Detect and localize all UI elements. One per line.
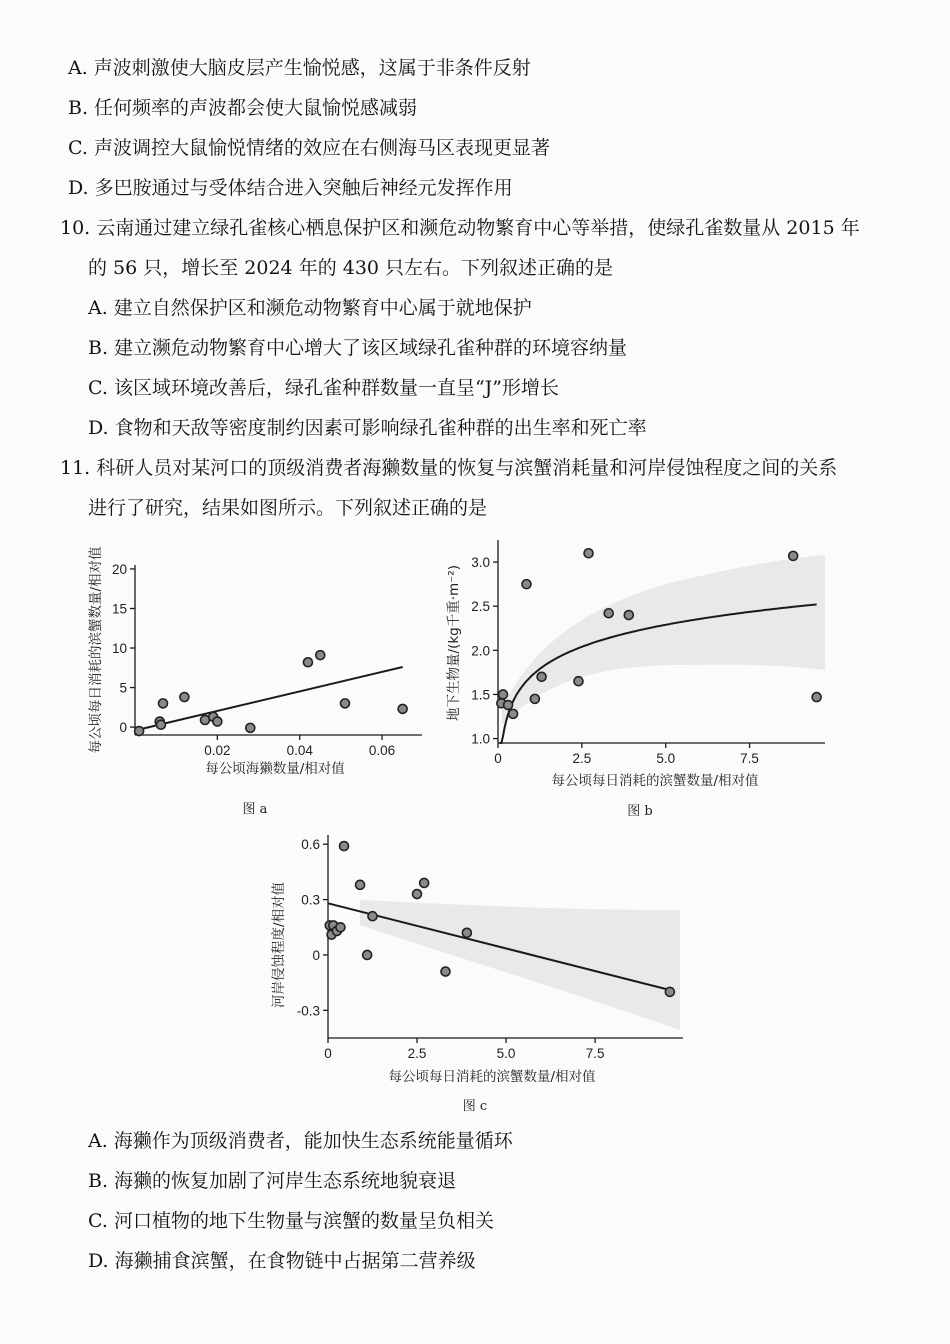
- figure-c-y-label: 河岸侵蚀程度/相对值: [271, 881, 287, 1009]
- figure-b-data-point: [499, 690, 508, 699]
- figure-b-data-point: [537, 672, 546, 681]
- figure-b-data-point: [530, 694, 539, 703]
- figure-b-data-point: [789, 551, 798, 560]
- figure-c-data-point: [368, 912, 377, 921]
- figure-b-y-tick-label: 2.5: [471, 599, 490, 615]
- figure-b-x-tick-label: 2.5: [572, 751, 592, 766]
- q9-option-d: D. 多巴胺通过与受体结合进入突触后神经元发挥作用: [68, 177, 513, 199]
- figure-b-data-point: [509, 709, 518, 718]
- figure-a-caption: 图 a: [242, 802, 268, 817]
- figure-a-y-label: 每公顷每日消耗的滨蟹数量/相对值: [88, 546, 104, 754]
- q10-option-a: A. 建立自然保护区和濒危动物繁育中心属于就地保护: [88, 297, 532, 319]
- figure-a-data-point: [213, 717, 222, 726]
- figure-b-data-point: [522, 580, 531, 589]
- figure-a-x-label: 每公顷海獭数量/相对值: [205, 761, 345, 777]
- figure-c-chart: [265, 830, 690, 1120]
- figure-c-x-tick-label: 2.5: [407, 1046, 427, 1061]
- figure-a-data-point: [246, 723, 255, 732]
- figure-c-data-point: [363, 950, 372, 959]
- q9-option-b: B. 任何频率的声波都会使大鼠愉悦感减弱: [68, 97, 418, 119]
- figure-c-data-point: [441, 967, 450, 976]
- figure-c-data-point: [462, 928, 471, 937]
- figure-a-data-point: [180, 693, 189, 702]
- figure-c-confidence-band: [360, 900, 680, 1030]
- figure-a-data-point: [159, 699, 168, 708]
- figure-b-y-label: 地下生物量/(kg千重·m⁻²): [446, 565, 462, 721]
- figure-c-x-tick-label: 7.5: [585, 1046, 605, 1061]
- figure-c-y-tick-label: 0.6: [301, 837, 320, 853]
- figure-a-data-point: [303, 658, 312, 667]
- q11-option-a: A. 海獭作为顶级消费者，能加快生态系统能量循环: [88, 1130, 513, 1152]
- figure-b-chart: [440, 535, 840, 830]
- q9-option-a: A. 声波刺激使大脑皮层产生愉悦感，这属于非条件反射: [68, 57, 531, 79]
- figure-a-x-tick-label: 0.06: [368, 743, 396, 758]
- figure-a-data-point: [316, 651, 325, 660]
- figure-c-data-point: [340, 842, 349, 851]
- figure-a-x-tick-label: 0.02: [204, 743, 231, 758]
- figure-b-data-point: [604, 609, 613, 618]
- figure-b-data-point: [584, 549, 593, 558]
- figure-c-data-point: [336, 923, 345, 932]
- figure-b-confidence-band: [502, 555, 825, 725]
- figure-c-data-point: [413, 890, 422, 899]
- figure-a-y-tick-label: 20: [111, 561, 127, 577]
- q10-stem-line1: 10. 云南通过建立绿孔雀核心栖息保护区和濒危动物繁育中心等举措，使绿孔雀数量从 2015 年: [60, 217, 860, 239]
- figure-a-data-point: [135, 727, 144, 736]
- figure-b-y-tick-label: 3.0: [471, 555, 490, 571]
- figure-c-data-point: [356, 880, 365, 889]
- q10-option-b: B. 建立濒危动物繁育中心增大了该区域绿孔雀种群的环境容纳量: [88, 337, 628, 359]
- figure-a-data-point: [156, 720, 165, 729]
- figure-a-chart: [80, 545, 430, 830]
- figure-a-y-tick-label: 0: [119, 720, 127, 736]
- figure-b-data-point: [812, 693, 821, 702]
- figure-b-y-tick-label: 1.0: [471, 731, 490, 747]
- figure-b-y-tick-label: 2.0: [471, 643, 490, 659]
- q11-option-d: D. 海獭捕食滨蟹，在食物链中占据第二营养级: [88, 1250, 476, 1272]
- figure-b-caption: 图 b: [627, 804, 653, 819]
- figure-c-y-tick-label: -0.3: [296, 1003, 320, 1019]
- figure-a-fit-line: [139, 667, 403, 729]
- figure-c-data-point: [665, 987, 674, 996]
- figure-c-caption: 图 c: [462, 1099, 488, 1114]
- q11-option-c: C. 河口植物的地下生物量与滨蟹的数量呈负相关: [88, 1210, 494, 1232]
- figure-b-y-tick-label: 1.5: [471, 687, 490, 703]
- figure-a-y-tick-label: 15: [111, 601, 127, 617]
- figure-c-data-point: [420, 878, 429, 887]
- q11-option-b: B. 海獭的恢复加剧了河岸生态系统地貌衰退: [88, 1170, 457, 1192]
- q10-option-d: D. 食物和天敌等密度制约因素可影响绿孔雀种群的出生率和死亡率: [88, 417, 647, 439]
- figure-b-x-tick-label: 5.0: [656, 751, 676, 766]
- figure-c-y-tick-label: 0.3: [301, 892, 320, 908]
- figure-b-x-label: 每公顷每日消耗的滨蟹数量/相对值: [551, 773, 759, 789]
- figure-c-y-tick-label: 0: [312, 947, 320, 963]
- q10-stem-line2: 的 56 只，增长至 2024 年的 430 只左右。下列叙述正确的是: [88, 257, 614, 279]
- figure-b-x-tick-label: 7.5: [740, 751, 759, 766]
- q11-stem-line2: 进行了研究，结果如图所示。下列叙述正确的是: [88, 497, 488, 519]
- q11-stem-line1: 11. 科研人员对某河口的顶级消费者海獭数量的恢复与滨蟹消耗量和河岸侵蚀程度之间的关系: [60, 457, 838, 479]
- figure-b-data-point: [504, 701, 513, 710]
- figure-c-x-tick-label: 5.0: [496, 1046, 516, 1061]
- q9-option-c: C. 声波调控大鼠愉悦情绪的效应在右侧海马区表现更显著: [68, 137, 550, 159]
- figure-a-y-tick-label: 5: [119, 680, 127, 696]
- figure-c-x-label: 每公顷每日消耗的滨蟹数量/相对值: [388, 1069, 596, 1085]
- figure-c-x-tick-label: 0: [324, 1046, 332, 1061]
- figure-b-x-tick-label: 0: [494, 751, 502, 766]
- figure-a-data-point: [341, 699, 350, 708]
- figure-a-x-tick-label: 0.04: [286, 743, 313, 758]
- figure-a-y-tick-label: 10: [111, 641, 127, 657]
- figure-b-data-point: [574, 677, 583, 686]
- q10-option-c: C. 该区域环境改善后，绿孔雀种群数量一直呈“J”形增长: [88, 377, 559, 399]
- figure-a-data-point: [398, 704, 407, 713]
- figure-b-data-point: [624, 611, 633, 620]
